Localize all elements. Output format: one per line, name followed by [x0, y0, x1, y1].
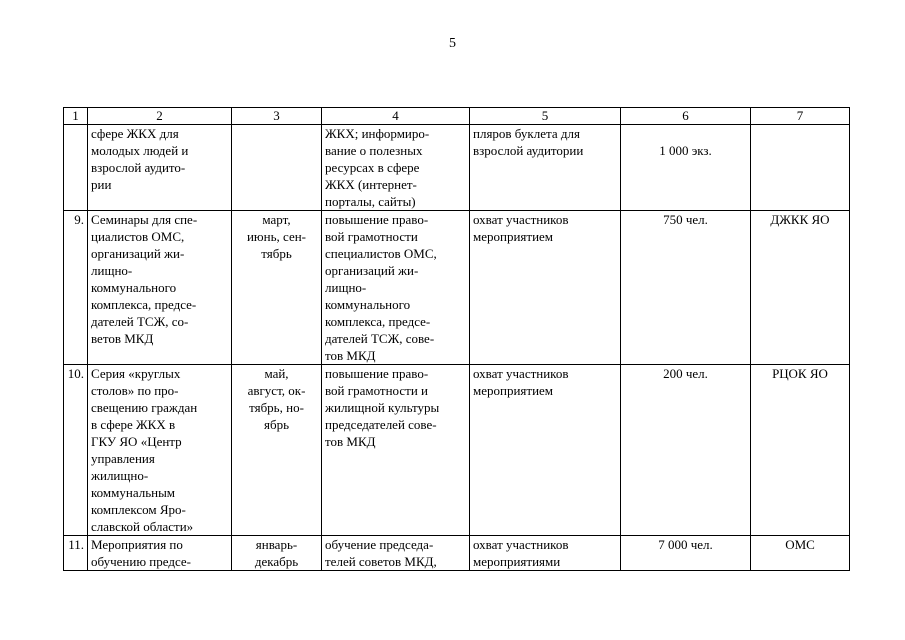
cell-line: охват участников	[473, 537, 569, 552]
cell-line: взрослой аудито-	[91, 160, 186, 175]
cell-line: пляров буклета для	[473, 126, 580, 141]
cell-line: ЖКХ (интернет-	[325, 177, 417, 192]
cell-line: дателей ТСЖ, со-	[91, 314, 189, 329]
cell-line: лищно-	[325, 280, 367, 295]
cell-line: Мероприятия по	[91, 537, 183, 552]
cell-line	[624, 125, 747, 142]
cell-line: Серия «круглых	[91, 366, 181, 381]
cell-line: организаций жи-	[325, 263, 419, 278]
table-row	[64, 211, 850, 365]
value-cell	[621, 365, 751, 536]
cell-line: телей советов МКД,	[325, 554, 437, 569]
row-number-cell: 11.	[64, 536, 88, 571]
result-cell	[322, 536, 470, 571]
executor-cell	[751, 211, 850, 365]
cell-line: столов» по про-	[91, 383, 179, 398]
header-cell: 6	[621, 108, 751, 125]
page-number: 5	[449, 36, 456, 51]
cell-line: организаций жи-	[91, 246, 185, 261]
cell-line: тябрь	[261, 246, 292, 261]
cell-line: август, ок-	[247, 383, 306, 398]
event-cell	[88, 536, 232, 571]
cell-line: повышение право-	[325, 366, 429, 381]
header-cell: 3	[232, 108, 322, 125]
value-cell	[621, 125, 751, 211]
executor-cell	[751, 365, 850, 536]
result-cell	[322, 125, 470, 211]
cell-line: мероприятием	[473, 229, 554, 244]
row-number-cell: 10.	[64, 365, 88, 536]
cell-line: ОМС	[785, 537, 815, 552]
cell-line: порталы, сайты)	[325, 194, 416, 209]
cell-line: циалистов ОМС,	[91, 229, 185, 244]
cell-line: март,	[262, 212, 291, 227]
cell-line: тябрь, но-	[249, 400, 304, 415]
indicator-cell	[470, 536, 621, 571]
executor-cell	[751, 125, 850, 211]
cell-line: обучению предсе-	[91, 554, 192, 569]
cell-line: жилищно-	[91, 468, 149, 483]
cell-line: охват участников	[473, 366, 569, 381]
cell-line: тов МКД	[325, 348, 376, 363]
table-row	[64, 365, 850, 536]
header-cell: 5	[470, 108, 621, 125]
cell-line: сфере ЖКХ для	[91, 126, 179, 141]
cell-line: коммунального	[325, 297, 411, 312]
cell-line: дателей ТСЖ, сове-	[325, 331, 435, 346]
cell-line: ЖКХ; информиро-	[325, 126, 430, 141]
event-cell	[88, 125, 232, 211]
cell-line: комплекса, предсе-	[91, 297, 197, 312]
event-cell	[88, 211, 232, 365]
cell-line: ДЖКК ЯО	[770, 212, 830, 227]
cell-line: Семинары для спе-	[91, 212, 198, 227]
dates-cell	[232, 536, 322, 571]
cell-line: жилищной культуры	[325, 400, 440, 415]
cell-line: коммунального	[91, 280, 177, 295]
cell-line: управления	[91, 451, 155, 466]
cell-line: комплексом Яро-	[91, 502, 186, 517]
cell-line: лищно-	[91, 263, 133, 278]
activities-table	[63, 107, 850, 571]
event-cell	[88, 365, 232, 536]
header-cell: 4	[322, 108, 470, 125]
cell-line: повышение право-	[325, 212, 429, 227]
cell-line: 7 000 чел.	[658, 537, 713, 552]
cell-line: взрослой аудитории	[473, 143, 584, 158]
cell-line: рии	[91, 177, 112, 192]
cell-line: 750 чел.	[663, 212, 708, 227]
table-row	[64, 125, 850, 211]
cell-line: ГКУ ЯО «Центр	[91, 434, 182, 449]
cell-line: молодых людей и	[91, 143, 189, 158]
cell-line: 1 000 экз.	[659, 143, 712, 158]
cell-line: в сфере ЖКХ в	[91, 417, 176, 432]
cell-line: декабрь	[254, 554, 299, 569]
table-body	[64, 108, 850, 571]
indicator-cell	[470, 125, 621, 211]
cell-line: май,	[264, 366, 289, 381]
cell-line: тов МКД	[325, 434, 376, 449]
cell-line: вой грамотности и	[325, 383, 428, 398]
cell-line: ресурсах в сфере	[325, 160, 420, 175]
cell-line: славской области»	[91, 519, 194, 534]
cell-line: специалистов ОМС,	[325, 246, 437, 261]
result-cell	[322, 365, 470, 536]
cell-line: председателей сове-	[325, 417, 437, 432]
row-number-cell	[64, 125, 88, 211]
table-row	[64, 536, 850, 571]
value-cell	[621, 211, 751, 365]
value-cell	[621, 536, 751, 571]
cell-line: коммунальным	[91, 485, 176, 500]
header-cell: 7	[751, 108, 850, 125]
cell-line: мероприятием	[473, 383, 554, 398]
cell-line: комплекса, предсе-	[325, 314, 431, 329]
dates-cell	[232, 125, 322, 211]
result-cell	[322, 211, 470, 365]
cell-line: вой грамотности	[325, 229, 418, 244]
header-cell: 1	[64, 108, 88, 125]
dates-cell	[232, 211, 322, 365]
row-number-cell: 9.	[64, 211, 88, 365]
cell-line: ветов МКД	[91, 331, 154, 346]
cell-line: обучение председа-	[325, 537, 434, 552]
header-row	[64, 108, 850, 125]
dates-cell	[232, 365, 322, 536]
cell-line: ябрь	[263, 417, 290, 432]
indicator-cell	[470, 365, 621, 536]
cell-line: вание о полезных	[325, 143, 423, 158]
cell-line: РЦОК ЯО	[772, 366, 828, 381]
cell-line: январь-	[255, 537, 298, 552]
cell-line: мероприятиями	[473, 554, 561, 569]
executor-cell	[751, 536, 850, 571]
header-cell: 2	[88, 108, 232, 125]
cell-line: 200 чел.	[663, 366, 708, 381]
cell-line: свещению граждан	[91, 400, 198, 415]
cell-line: охват участников	[473, 212, 569, 227]
indicator-cell	[470, 211, 621, 365]
cell-line: июнь, сен-	[246, 229, 307, 244]
